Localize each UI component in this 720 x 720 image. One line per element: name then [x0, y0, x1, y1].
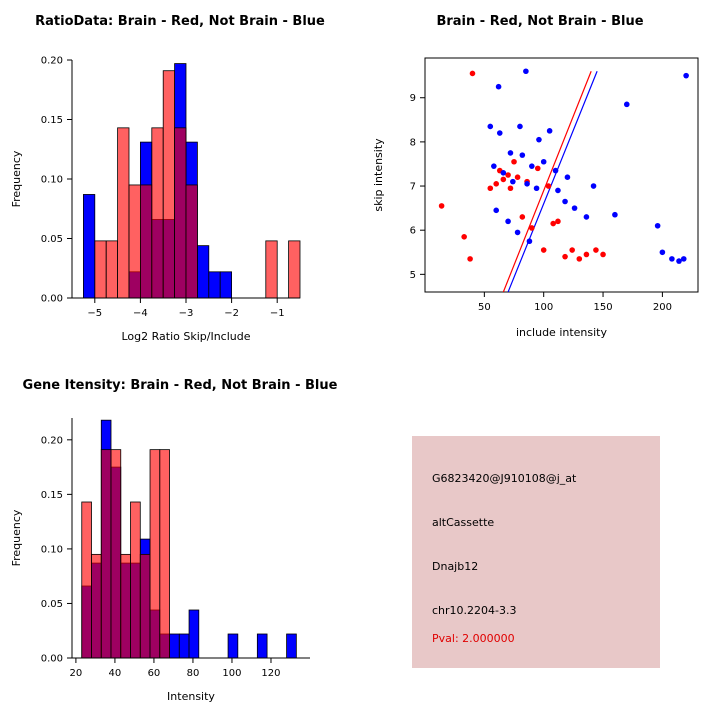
histogram-bar	[83, 194, 94, 298]
x-axis-label: include intensity	[515, 326, 608, 339]
event-type-text: altCassette	[432, 516, 495, 529]
x-tick-label: 20	[69, 668, 83, 679]
gene-intensity-title: Gene Itensity: Brain - Red, Not Brain - Blue	[22, 378, 338, 393]
scatter-point	[547, 128, 553, 134]
scatter-point	[683, 73, 689, 79]
histogram-bar	[82, 502, 92, 658]
x-tick-label: −3	[178, 308, 194, 319]
x-tick-label: 120	[261, 668, 281, 679]
plot-box	[425, 58, 698, 292]
scatter-point	[555, 188, 561, 194]
scatter-point	[496, 84, 502, 90]
scatter-title: Brain - Red, Not Brain - Blue	[436, 14, 644, 29]
scatter-point	[487, 124, 493, 130]
y-tick-label: 0.05	[40, 598, 63, 610]
histogram-bar	[189, 610, 199, 658]
x-tick-label: −5	[87, 308, 103, 319]
scatter-point	[515, 230, 521, 236]
scatter-point	[505, 219, 511, 225]
y-tick-label: 0.00	[40, 293, 63, 305]
y-axis-label: skip intensity	[372, 138, 385, 212]
histogram-bar	[160, 450, 170, 658]
histogram-bar	[257, 634, 267, 658]
scatter-point	[501, 170, 507, 176]
y-tick-label: 0.10	[40, 544, 63, 556]
histogram-bar	[197, 246, 208, 298]
y-tick-label: 0.20	[40, 55, 63, 67]
histogram-bar	[95, 241, 106, 298]
scatter-point	[546, 183, 552, 189]
scatter-point	[535, 166, 541, 172]
scatter-point	[493, 208, 499, 214]
scatter-point	[520, 214, 526, 220]
scatter-point	[591, 183, 597, 189]
scatter-point	[511, 159, 517, 165]
x-axis-label: Intensity	[167, 690, 215, 703]
histogram-bar	[118, 128, 129, 298]
histogram-bar	[179, 634, 189, 658]
y-tick-label: 0.15	[40, 489, 63, 501]
scatter-point	[501, 177, 507, 183]
probe-id-text: G6823420@J910108@j_at	[432, 472, 577, 485]
scatter-point	[461, 234, 467, 240]
histogram-bar	[287, 634, 297, 658]
scatter-point	[439, 203, 445, 209]
y-tick-label: 9	[409, 93, 416, 105]
histogram-bar	[150, 450, 160, 658]
y-tick-label: 0.15	[40, 115, 63, 126]
histogram-bar	[220, 272, 231, 298]
regression-line	[508, 71, 597, 292]
panel-ratio-histogram	[0, 0, 360, 360]
scatter-point	[527, 238, 533, 244]
x-tick-label: 150	[593, 302, 613, 313]
scatter-point	[523, 68, 529, 74]
gene-intensity-plot	[0, 360, 360, 720]
histogram-bar	[152, 128, 163, 298]
scatter-point	[487, 185, 493, 191]
scatter-point	[572, 205, 578, 211]
histogram-bar	[289, 241, 300, 298]
scatter-point	[508, 150, 514, 156]
scatter-point	[510, 179, 516, 185]
x-tick-label: −2	[224, 308, 239, 319]
x-tick-label: 100	[222, 668, 242, 679]
y-tick-label: 0.00	[40, 653, 63, 665]
scatter-point	[669, 256, 675, 262]
ratio-histogram-plot	[0, 0, 360, 360]
y-tick-label: 7	[409, 181, 416, 193]
x-tick-label: 100	[534, 302, 554, 313]
histogram-bar	[266, 241, 277, 298]
scatter-point	[584, 214, 590, 220]
ratio-histogram-title: RatioData: Brain - Red, Not Brain - Blue	[35, 14, 325, 29]
scatter-point	[562, 254, 568, 260]
histogram-bar	[228, 634, 238, 658]
histogram-bar	[121, 554, 131, 658]
scatter-point	[524, 181, 530, 187]
x-tick-label: −1	[269, 308, 285, 319]
histogram-bar	[186, 185, 197, 298]
histogram-bar	[129, 185, 140, 298]
scatter-point	[508, 185, 514, 191]
scatter-point	[555, 219, 561, 225]
scatter-point	[529, 225, 535, 231]
histogram-bar	[111, 450, 121, 658]
scatter-point	[569, 247, 575, 253]
y-axis-label: Frequency	[10, 509, 23, 567]
scatter-plot	[360, 0, 720, 360]
y-tick-label: 6	[409, 225, 416, 237]
pval-text: Pval: 2.000000	[432, 632, 515, 645]
location-text: chr10.2204-3.3	[432, 604, 517, 617]
probe-info-panel	[412, 436, 660, 668]
histogram-bar	[106, 241, 117, 298]
scatter-point	[491, 163, 497, 169]
y-tick-label: 0.05	[40, 234, 63, 245]
scatter-point	[553, 168, 559, 174]
scatter-point	[497, 130, 503, 136]
y-tick-label: 8	[409, 137, 416, 149]
x-tick-label: 200	[652, 302, 672, 313]
x-tick-label: 40	[108, 668, 122, 679]
scatter-point	[655, 223, 661, 229]
scatter-point	[584, 252, 590, 258]
x-tick-label: 60	[147, 668, 161, 679]
histogram-bar	[170, 634, 180, 658]
scatter-point	[517, 124, 523, 130]
histogram-bar	[209, 272, 220, 298]
x-tick-label: 80	[186, 668, 200, 679]
histogram-bar	[140, 554, 150, 658]
scatter-point	[612, 212, 618, 218]
histogram-bar	[140, 185, 151, 298]
scatter-point	[529, 163, 535, 169]
scatter-point	[515, 174, 521, 180]
histogram-bar	[175, 128, 186, 298]
x-tick-label: 50	[477, 302, 491, 313]
scatter-point	[541, 247, 547, 253]
gene-name-text: Dnajb12	[432, 560, 479, 573]
scatter-point	[660, 249, 666, 255]
scatter-point	[493, 181, 499, 187]
scatter-point	[624, 102, 630, 108]
histogram-bar	[163, 71, 174, 298]
scatter-point	[470, 71, 476, 77]
y-tick-label: 5	[409, 269, 416, 281]
scatter-point	[565, 174, 571, 180]
scatter-point	[520, 152, 526, 158]
scatter-point	[541, 159, 547, 165]
y-tick-label: 0.10	[40, 174, 63, 186]
x-axis-label: Log2 Ratio Skip/Include	[121, 330, 251, 343]
scatter-point	[681, 256, 687, 262]
y-axis-label: Frequency	[10, 150, 23, 208]
scatter-point	[467, 256, 473, 262]
histogram-bar	[92, 554, 102, 658]
scatter-point	[562, 199, 568, 205]
scatter-point	[593, 247, 599, 253]
panel-gene-intensity-histogram	[0, 360, 360, 720]
scatter-point	[536, 137, 542, 143]
histogram-bar	[131, 502, 141, 658]
scatter-point	[600, 252, 606, 258]
y-tick-label: 0.20	[40, 435, 63, 447]
scatter-point	[577, 256, 583, 262]
x-tick-label: −4	[133, 308, 148, 319]
histogram-bar	[101, 450, 111, 658]
panel-intensity-scatter	[360, 0, 720, 360]
scatter-point	[534, 185, 540, 191]
